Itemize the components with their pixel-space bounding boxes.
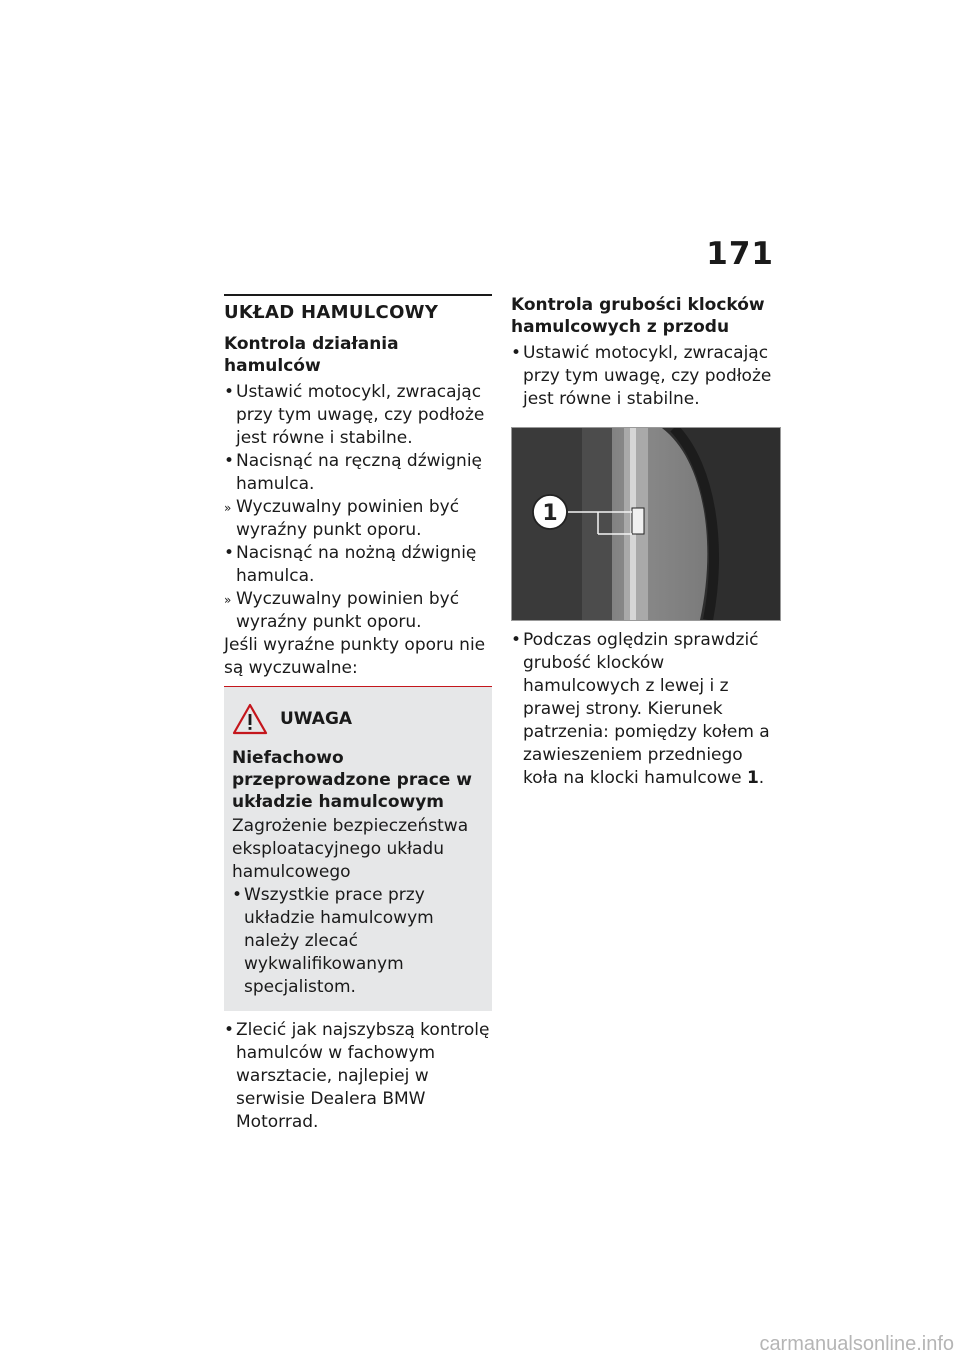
warning-heading: Niefachowo przeprowadzone prace w układzie hamulcowym [232, 748, 472, 812]
warning-header [232, 703, 484, 735]
callout-reference: 1 [746, 768, 759, 788]
warning-step: • Wszystkie prace przy układzie hamulcowym należy zlecać wykwalifikowanym specjalistom. [232, 885, 434, 997]
subtitle-brake-pads: Kontrola grubości klocków hamulcowych z przodu [511, 295, 765, 337]
section-title: UKŁAD HAMULCOWY [224, 302, 439, 323]
subtitle-brake-function: Kontrola działania hamulców [224, 334, 399, 376]
left-column [224, 294, 492, 1134]
result-item: » Wyczuwalny powinien być wyraźny punkt oporu. [224, 497, 460, 540]
watermark: carmanualsonline.info [759, 1333, 954, 1355]
page-number: 171 [706, 236, 774, 272]
right-column [511, 294, 779, 790]
step-item: • Ustawić motocykl, zwracając przy tym uwagę, czy podłoże jest równe i stabilne. [511, 343, 772, 409]
brake-pad-figure [511, 427, 781, 621]
warning-body: Zagrożenie bezpieczeństwa eksploatacyjnego układu hamulcowego [232, 816, 469, 882]
result-item: » Wyczuwalny powinien być wyraźny punkt oporu. [224, 589, 460, 632]
warning-box [224, 687, 492, 1011]
condition-text: Jeśli wyraźne punkty oporu nie są wyczuwalne: [224, 635, 486, 678]
step-item: • Podczas oględzin sprawdzić grubość klocków hamulcowych z lewej i z prawej strony. Kierunek patrzenia: pomiędzy kołem a zawieszeniem przedniego koła na klocki hamulcowe 1. [511, 630, 770, 788]
warning-triangle-icon [232, 703, 268, 735]
step-item: • Ustawić motocykl, zwracając przy tym uwagę, czy podłoże jest równe i stabilne. [224, 382, 485, 448]
section-rule [224, 294, 492, 296]
step-item: • Nacisnąć na nożną dźwignię hamulca. [224, 543, 477, 586]
step-item: • Nacisnąć na ręczną dźwignię hamulca. [224, 451, 483, 494]
figure-callout-label: 1 [542, 501, 558, 526]
warning-title: UWAGA [280, 709, 353, 729]
final-step: • Zlecić jak najszybszą kontrolę hamulców w fachowym warsztacie, najlepiej w serwisie Dealera BMW Motorrad. [224, 1020, 490, 1132]
